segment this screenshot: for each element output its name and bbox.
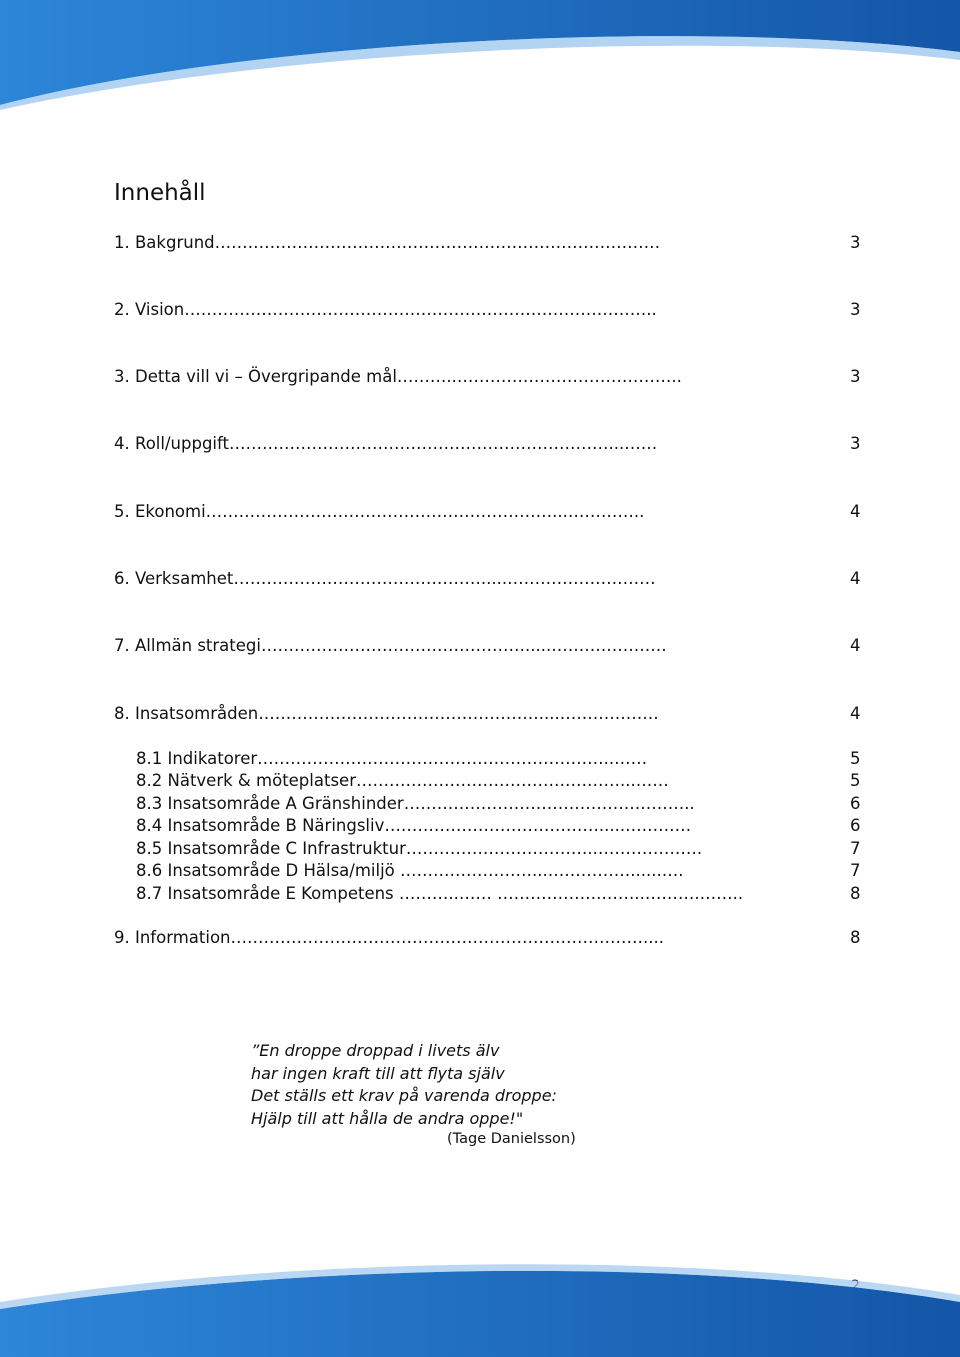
toc-entry-page: 3 [850,300,861,319]
toc-entry-page: 3 [850,367,861,386]
toc-entry-page: 6 [850,816,861,835]
toc-heading: Innehåll [114,180,206,206]
quote-block [251,1040,557,1130]
quote-line: Det ställs ett krav på varenda droppe: [251,1086,557,1105]
toc-entry-text: 8.2 Nätverk & möteplatser…………………………………………...…… [136,771,669,790]
bottom-wave-banner [0,1247,960,1357]
quote-author: (Tage Danielsson) [447,1131,576,1147]
toc-entry-page: 8 [850,884,861,903]
quote-line: har ingen kraft till att flyta själv [251,1063,505,1083]
toc-entry-page: 7 [850,861,861,880]
toc-entry-page: 4 [850,704,861,723]
toc-entry-text: 8.5 Insatsområde C Infrastruktur……………………………..………………. [136,839,703,858]
toc-entry-page: 5 [850,771,861,790]
toc-entry-text: 6. Verksamhet……………………………………….....……………………… [114,569,656,588]
toc-entry-text: 8.4 Insatsområde B Näringsliv………………………………….....………… [136,816,692,835]
toc-entry-page: 8 [850,928,861,947]
toc-entry-text: 3. Detta vill vi – Övergripande mål………..………………………………….. [114,367,682,386]
toc-entry-page: 6 [850,794,861,813]
toc-entry-page: 4 [850,502,861,521]
toc-entry-text: 1. Bakgrund……………………………………………………………………… [114,233,661,252]
toc-entry-text: 8.3 Insatsområde A Gränshinder…………………………………………….. [136,794,695,813]
toc-entry-text: 8.1 Indikatorer………………………………………………………..…… [136,749,648,768]
toc-entry-text: 9. Information………………………………………………………………….... [114,928,664,947]
toc-entry-page: 3 [850,233,861,252]
toc-entry-page: 4 [850,636,861,655]
toc-entry-page: 7 [850,839,861,858]
toc-entry-text: 4. Roll/uppgift……………………………………………………………...…… [114,434,658,453]
toc-entry-text: 8.6 Insatsområde D Hälsa/miljö ……………………...……………......…. [136,861,684,880]
toc-entry-text: 8. Insatsområden……………………………………………....……………… [114,704,659,723]
toc-entry-page: 4 [850,569,861,588]
toc-entry-page: 5 [850,749,861,768]
quote-line: Hjälp till att hålla de andra oppe!" [251,1108,524,1128]
top-wave-banner [0,0,960,110]
toc-entry-page: 3 [850,434,861,453]
toc-entry-text: 7. Allmän strategi………………………………………….....………………… [114,636,667,655]
quote-line: ”En droppe droppad i livets älv [251,1041,500,1060]
toc-entry-text: 5. Ekonomi………………………………………………………...………….. [114,502,645,521]
toc-entry-text: 2. Vision………………………………………………………………………….. [114,300,657,319]
toc-entry-text: 8.7 Insatsområde E Kompetens ………..…… ……………….……..……….…….. [136,884,744,903]
